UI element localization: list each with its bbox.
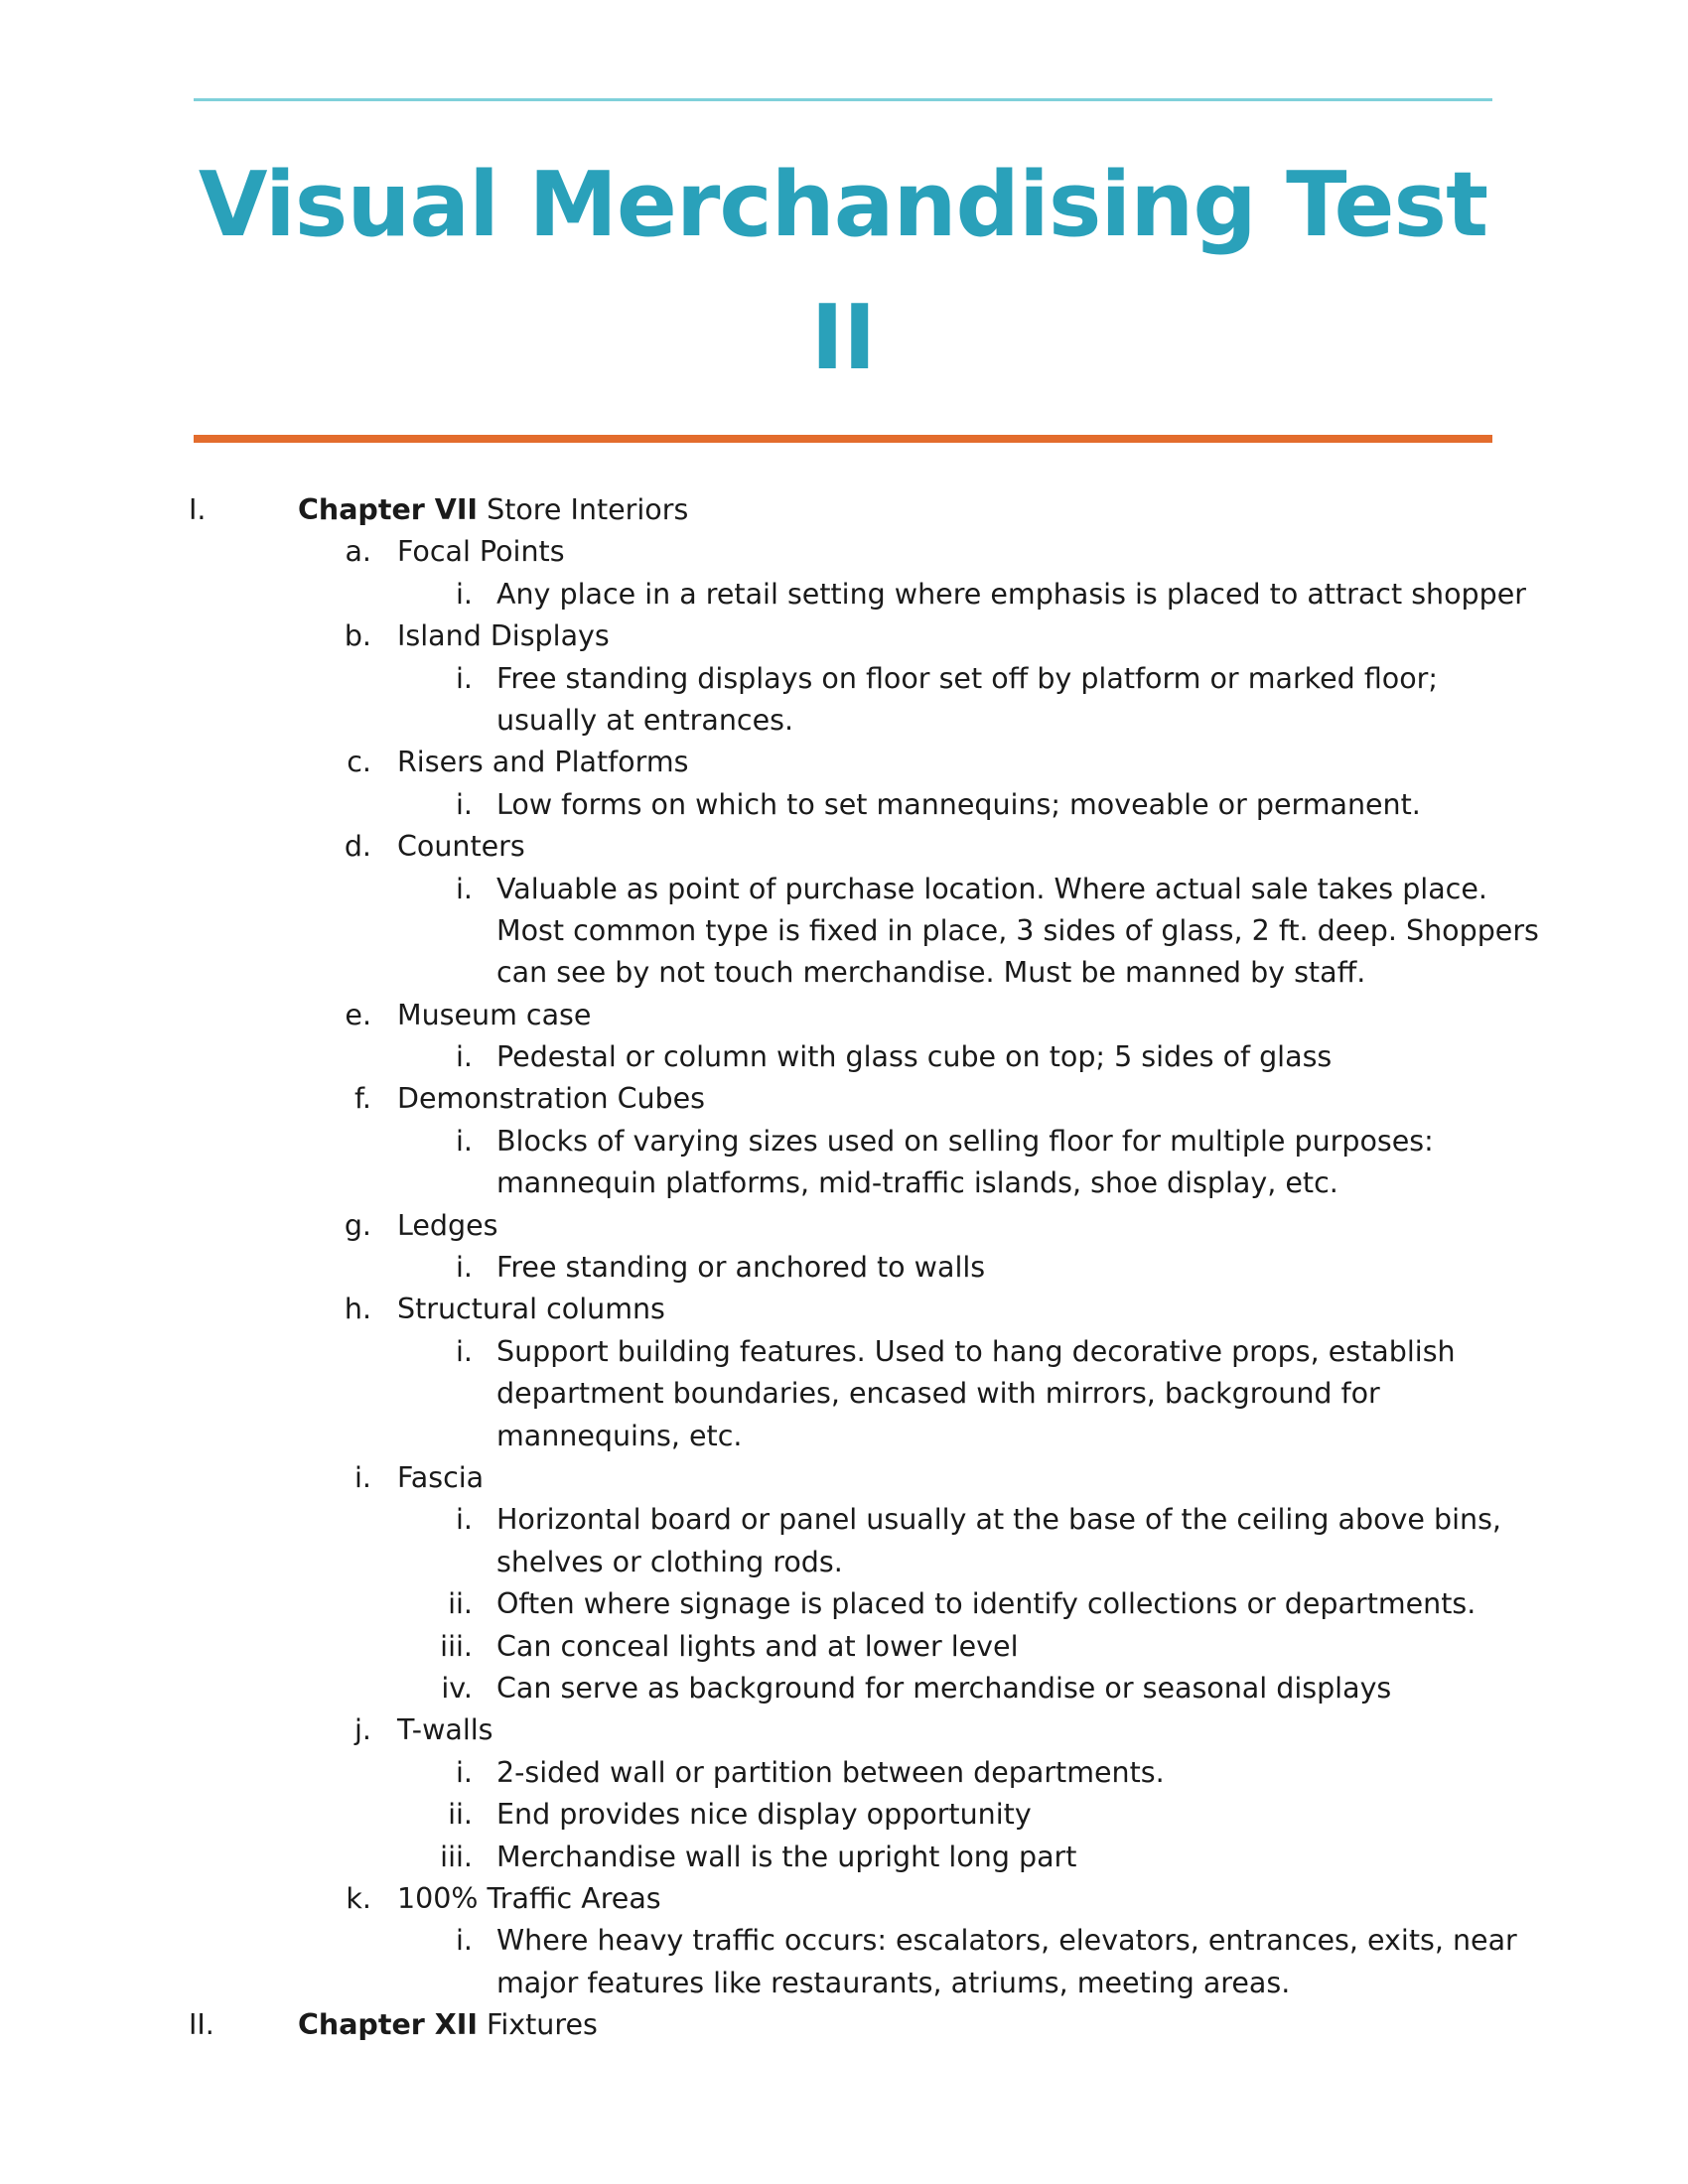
outline-point-continuation — [0, 1416, 1688, 1457]
outline-point-continuation — [0, 1373, 1688, 1415]
title-underline — [194, 435, 1492, 443]
outline-point — [0, 1499, 1688, 1541]
list-item-text: Blocks of varying sizes used on selling floor for multiple purposes: — [496, 1124, 1434, 1158]
list-item-text: End provides nice display opportunity — [496, 1798, 1032, 1832]
list-marker: a. — [345, 535, 371, 569]
chapter-heading — [0, 2004, 1688, 2046]
list-marker: i. — [456, 1040, 473, 1074]
outline-topic — [0, 826, 1688, 868]
list-item-text: Island Displays — [397, 619, 610, 653]
list-marker: i. — [354, 1460, 371, 1494]
list-item-text: Can conceal lights and at lower level — [496, 1629, 1019, 1663]
list-marker: ii. — [448, 1587, 473, 1621]
outline-topic — [0, 1205, 1688, 1247]
outline-point — [0, 1247, 1688, 1289]
list-item-text: Most common type is fixed in place, 3 sides of glass, 2 ft. deep. Shoppers — [496, 913, 1539, 947]
list-marker: j. — [354, 1713, 371, 1747]
outline-topic — [0, 615, 1688, 657]
outline-point — [0, 1837, 1688, 1878]
outline-point — [0, 1121, 1688, 1162]
top-rule — [194, 98, 1492, 101]
list-item-text: Demonstration Cubes — [397, 1082, 706, 1116]
list-item-text: Any place in a retail setting where emphasis is placed to attract shopper — [496, 577, 1526, 611]
list-marker: i. — [456, 1124, 473, 1158]
list-item-text: Free standing or anchored to walls — [496, 1251, 986, 1285]
outline-topic — [0, 531, 1688, 573]
list-marker: g. — [344, 1208, 371, 1242]
list-marker: k. — [346, 1881, 371, 1915]
outline-topic — [0, 1289, 1688, 1330]
list-marker: i. — [456, 661, 473, 695]
document-title: Visual Merchandising Test II — [198, 153, 1488, 390]
outline-topic — [0, 1457, 1688, 1499]
list-item-text: Where heavy traffic occurs: escalators, elevators, entrances, exits, near — [496, 1924, 1517, 1958]
list-marker: i. — [456, 787, 473, 821]
list-item-text: department boundaries, encased with mirrors, background for — [496, 1377, 1380, 1411]
chapter-heading — [0, 489, 1688, 531]
list-item-text: Risers and Platforms — [397, 746, 689, 779]
list-item-text: Low forms on which to set mannequins; moveable or permanent. — [496, 787, 1421, 821]
list-item-text: Valuable as point of purchase location. Where actual sale takes place. — [496, 872, 1487, 905]
list-item-text: Fascia — [397, 1460, 485, 1494]
list-marker: i. — [456, 1334, 473, 1368]
list-item-text: Structural columns — [397, 1293, 665, 1326]
chapter-label: Chapter VII — [298, 493, 479, 526]
outline-point-continuation — [0, 700, 1688, 742]
list-item-text: 100% Traffic Areas — [397, 1881, 661, 1915]
list-marker: i. — [456, 1503, 473, 1537]
list-marker: iii. — [440, 1629, 473, 1663]
list-marker: i. — [456, 872, 473, 905]
list-item-text: Merchandise wall is the upright long part — [496, 1840, 1077, 1873]
outline-list — [0, 489, 1688, 2046]
list-item-text: Can serve as background for merchandise or seasonal displays — [496, 1671, 1392, 1705]
list-item-text: major features like restaurants, atriums, meeting areas. — [496, 1966, 1291, 1999]
list-marker: II. — [189, 2008, 214, 2042]
list-marker: h. — [344, 1293, 371, 1326]
list-item-text: mannequins, etc. — [496, 1419, 743, 1452]
chapter-title: Fixtures — [477, 2008, 598, 2042]
outline-point — [0, 869, 1688, 910]
list-marker: e. — [345, 998, 371, 1031]
list-item-text: Focal Points — [397, 535, 565, 569]
list-item-text: Counters — [397, 830, 525, 864]
list-item-text: Often where signage is placed to identify collections or departments. — [496, 1587, 1477, 1621]
outline-point-continuation — [0, 1542, 1688, 1583]
list-marker: i. — [456, 1755, 473, 1789]
list-item-text: usually at entrances. — [496, 703, 794, 737]
list-marker: iv. — [441, 1671, 473, 1705]
list-item-text — [298, 489, 688, 531]
list-item-text: Museum case — [397, 998, 592, 1031]
outline-point — [0, 1583, 1688, 1625]
list-marker: i. — [456, 1251, 473, 1285]
outline-topic — [0, 1078, 1688, 1120]
outline-point — [0, 1331, 1688, 1373]
list-item-text: Free standing displays on floor set off by platform or marked floor; — [496, 661, 1438, 695]
outline-point — [0, 1794, 1688, 1836]
list-marker: i. — [456, 577, 473, 611]
outline-point — [0, 1920, 1688, 1962]
outline-topic — [0, 1709, 1688, 1751]
chapter-title: Store Interiors — [478, 493, 689, 526]
list-marker: c. — [347, 746, 371, 779]
outline-point-continuation — [0, 910, 1688, 952]
chapter-label: Chapter XII — [298, 2008, 478, 2042]
list-item-text: mannequin platforms, mid-traffic islands, shoe display, etc. — [496, 1166, 1338, 1200]
list-item-text: Pedestal or column with glass cube on top; 5 sides of glass — [496, 1040, 1333, 1074]
outline-point — [0, 1752, 1688, 1794]
outline-point-continuation — [0, 1162, 1688, 1204]
list-marker: i. — [456, 1924, 473, 1958]
list-marker: iii. — [440, 1840, 473, 1873]
list-marker: I. — [189, 493, 207, 526]
outline-point — [0, 1036, 1688, 1078]
outline-point — [0, 574, 1688, 615]
outline-topic — [0, 995, 1688, 1036]
list-item-text — [298, 2004, 598, 2046]
list-item-text: Horizontal board or panel usually at the base of the ceiling above bins, — [496, 1503, 1501, 1537]
outline-topic — [0, 742, 1688, 783]
list-item-text: Ledges — [397, 1208, 498, 1242]
outline-point — [0, 784, 1688, 826]
outline-point — [0, 1626, 1688, 1668]
outline-point — [0, 658, 1688, 700]
list-item-text: shelves or clothing rods. — [496, 1545, 843, 1578]
outline-point-continuation — [0, 1963, 1688, 2004]
list-marker: d. — [344, 830, 371, 864]
list-marker: ii. — [448, 1798, 473, 1832]
list-item-text: Support building features. Used to hang decorative props, establish — [496, 1334, 1456, 1368]
list-item-text: T-walls — [397, 1713, 493, 1747]
list-marker: f. — [353, 1082, 371, 1116]
outline-topic — [0, 1878, 1688, 1920]
list-item-text: can see by not touch merchandise. Must be manned by staff. — [496, 956, 1366, 990]
list-item-text: 2-sided wall or partition between departments. — [496, 1755, 1165, 1789]
list-marker: b. — [344, 619, 371, 653]
outline-point-continuation — [0, 952, 1688, 994]
outline-point — [0, 1668, 1688, 1709]
